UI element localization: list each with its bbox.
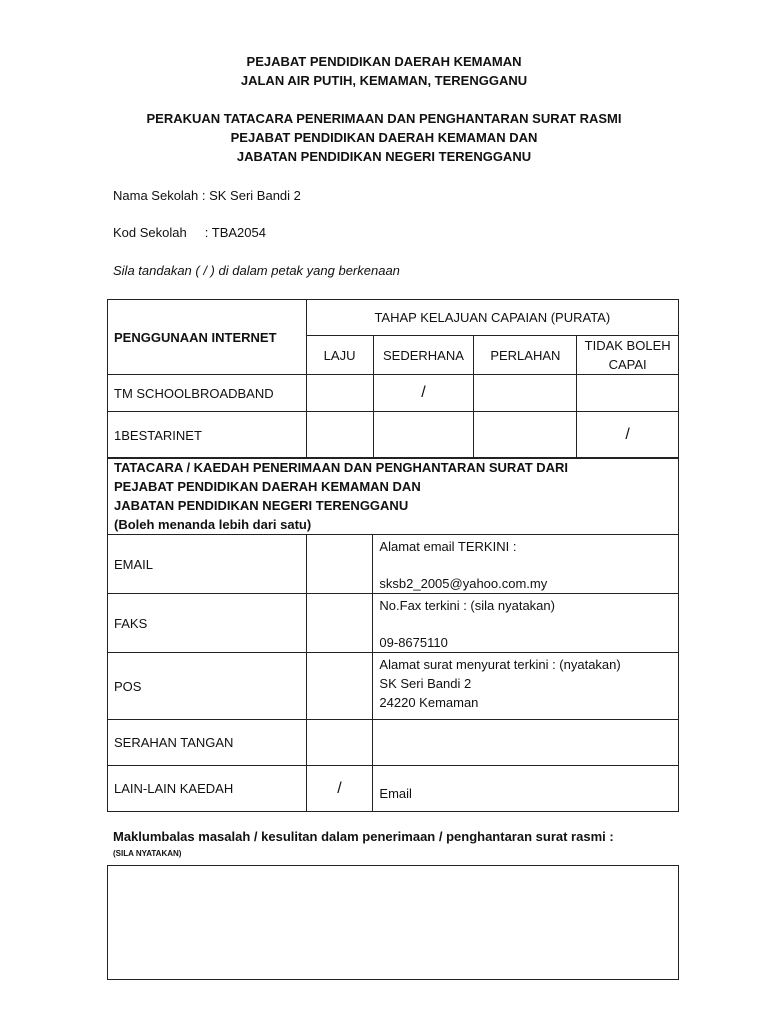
table-row bbox=[108, 594, 679, 653]
other-method-detail: Email bbox=[373, 766, 679, 812]
row-label-tm: TM SCHOOLBROADBAND bbox=[108, 375, 307, 412]
method-header-line3: JABATAN PENDIDIKAN NEGERI TERENGGANU bbox=[114, 498, 409, 513]
tick-cell[interactable] bbox=[577, 375, 679, 412]
method-label-pos: POS bbox=[108, 653, 307, 720]
method-label-serahan-tangan: SERAHAN TANGAN bbox=[108, 720, 307, 766]
form-title-line1: PERAKUAN TATACARA PENERIMAAN DAN PENGHANTARAN SURAT RASMI bbox=[146, 111, 622, 126]
table-row bbox=[108, 766, 679, 812]
post-detail-label: Alamat surat menyurat terkini : (nyatakan) bbox=[379, 657, 621, 672]
form-title-line2: PEJABAT PENDIDIKAN DAERAH KEMAMAN DAN bbox=[230, 130, 538, 145]
col-sederhana: SEDERHANA bbox=[373, 336, 474, 375]
form-title-line3: JABATAN PENDIDIKAN NEGERI TERENGGANU bbox=[236, 149, 532, 164]
email-detail-cell bbox=[373, 535, 679, 594]
fax-number: 09-8675110 bbox=[379, 635, 448, 650]
instruction: Sila tandakan ( / ) di dalam petak yang berkenaan bbox=[113, 263, 400, 278]
tick-cell[interactable] bbox=[306, 535, 373, 594]
feedback-note: (SILA NYATAKAN) bbox=[113, 849, 182, 858]
table-row bbox=[108, 412, 679, 459]
tick-cell[interactable] bbox=[306, 594, 373, 653]
post-address-line2: 24220 Kemaman bbox=[379, 695, 479, 710]
tick-cell[interactable] bbox=[306, 720, 373, 766]
tick-cell[interactable] bbox=[306, 375, 373, 412]
tick-cell[interactable]: / bbox=[306, 766, 373, 812]
tick-cell[interactable]: / bbox=[577, 412, 679, 459]
hand-delivery-detail bbox=[373, 720, 679, 766]
table-row bbox=[108, 653, 679, 720]
post-address-line1: SK Seri Bandi 2 bbox=[379, 676, 472, 691]
method-label-faks: FAKS bbox=[108, 594, 307, 653]
tick-cell[interactable] bbox=[306, 412, 373, 459]
col-perlahan: PERLAHAN bbox=[474, 336, 577, 375]
internet-speed-table bbox=[107, 299, 679, 459]
email-address: sksb2_2005@yahoo.com.my bbox=[379, 576, 548, 591]
school-code: Kod Sekolah : TBA2054 bbox=[113, 225, 266, 240]
row-label-1bestarinet: 1BESTARINET bbox=[108, 412, 307, 459]
tick-cell[interactable] bbox=[474, 375, 577, 412]
tick-cell[interactable] bbox=[373, 412, 474, 459]
method-label-lain-lain: LAIN-LAIN KAEDAH bbox=[108, 766, 307, 812]
tick-cell[interactable]: / bbox=[373, 375, 474, 412]
method-header-line1: TATACARA / KAEDAH PENERIMAAN DAN PENGHANTARAN SURAT DARI bbox=[114, 460, 569, 475]
method-header-line2: PEJABAT PENDIDIKAN DAERAH KEMAMAN DAN bbox=[114, 479, 421, 494]
fax-detail-cell bbox=[373, 594, 679, 653]
internet-usage-header: PENGGUNAAN INTERNET bbox=[108, 300, 307, 375]
feedback-textbox[interactable] bbox=[107, 865, 679, 980]
col-laju: LAJU bbox=[306, 336, 373, 375]
office-address: JALAN AIR PUTIH, KEMAMAN, TERENGGANU bbox=[240, 73, 528, 88]
table-row bbox=[108, 720, 679, 766]
office-name: PEJABAT PENDIDIKAN DAERAH KEMAMAN bbox=[246, 54, 522, 69]
speed-group-header: TAHAP KELAJUAN CAPAIAN (PURATA) bbox=[306, 300, 678, 336]
method-table bbox=[107, 457, 679, 812]
email-detail-label: Alamat email TERKINI : bbox=[379, 539, 517, 554]
table-row bbox=[108, 375, 679, 412]
tick-cell[interactable] bbox=[306, 653, 373, 720]
feedback-title: Maklumbalas masalah / kesulitan dalam penerimaan / penghantaran surat rasmi : bbox=[113, 829, 614, 844]
method-section-header bbox=[108, 458, 679, 535]
table-row bbox=[108, 535, 679, 594]
col-tidak-boleh-capai: TIDAK BOLEH CAPAI bbox=[577, 336, 679, 375]
method-header-line4: (Boleh menanda lebih dari satu) bbox=[114, 517, 312, 532]
fax-detail-label: No.Fax terkini : (sila nyatakan) bbox=[379, 598, 555, 613]
method-label-email: EMAIL bbox=[108, 535, 307, 594]
school-name: Nama Sekolah : SK Seri Bandi 2 bbox=[113, 188, 301, 203]
post-detail-cell bbox=[373, 653, 679, 720]
tick-cell[interactable] bbox=[474, 412, 577, 459]
